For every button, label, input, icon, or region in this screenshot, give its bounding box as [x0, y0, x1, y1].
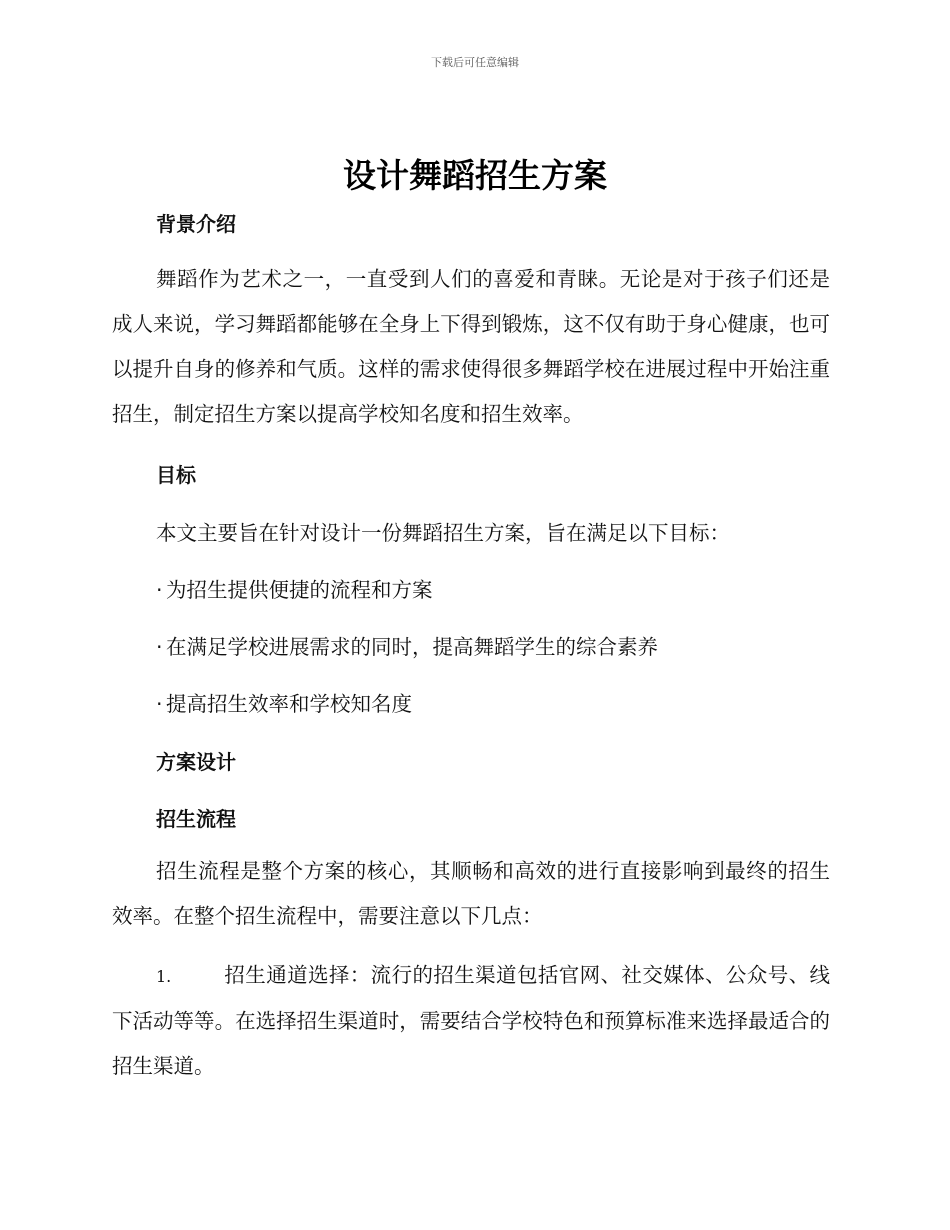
bullet-marker: · [156, 692, 163, 716]
item-number: 1. [156, 967, 172, 986]
item-text: 招生通道选择：流行的招生渠道包括官网、社交媒体、公众号、线下活动等等。在选择招生渠道时，需要结合学校特色和预算标准来选择最适合的招生渠道。 [112, 963, 830, 1078]
list-item [156, 687, 412, 717]
bullet-text: 为招生提供便捷的流程和方案 [166, 578, 433, 602]
numbered-item [112, 953, 830, 1089]
paragraph-background: 舞蹈作为艺术之一，一直受到人们的喜爱和青睐。无论是对于孩子们还是成人来说，学习舞蹈都能够在全身上下得到锻炼，这不仅有助于身心健康，也可以提升自身的修养和气质。这样的需求使得很多舞蹈学校在进展过程中开始注重招生，制定招生方案以提高学校知名度和招生效率。 [112, 267, 830, 426]
heading-goals: 目标 [156, 463, 196, 487]
bullet-text: 提高招生效率和学校知名度 [166, 692, 412, 716]
heading-background: 背景介绍 [156, 212, 236, 236]
list-item [156, 630, 658, 660]
list-item [156, 573, 433, 603]
bullet-marker: · [156, 578, 163, 602]
goals-intro: 本文主要旨在针对设计一份舞蹈招生方案，旨在满足以下目标： [156, 521, 730, 545]
bullet-text: 在满足学校进展需求的同时，提高舞蹈学生的综合素养 [166, 635, 658, 659]
bullet-marker: · [156, 635, 163, 659]
heading-design: 方案设计 [156, 750, 236, 774]
paragraph-process: 招生流程是整个方案的核心，其顺畅和高效的进行直接影响到最终的招生效率。在整个招生流程中，需要注意以下几点： [112, 859, 830, 928]
header-note: 下载后可任意编辑 [431, 56, 519, 69]
heading-process: 招生流程 [156, 807, 236, 831]
page-title: 设计舞蹈招生方案 [343, 156, 607, 195]
